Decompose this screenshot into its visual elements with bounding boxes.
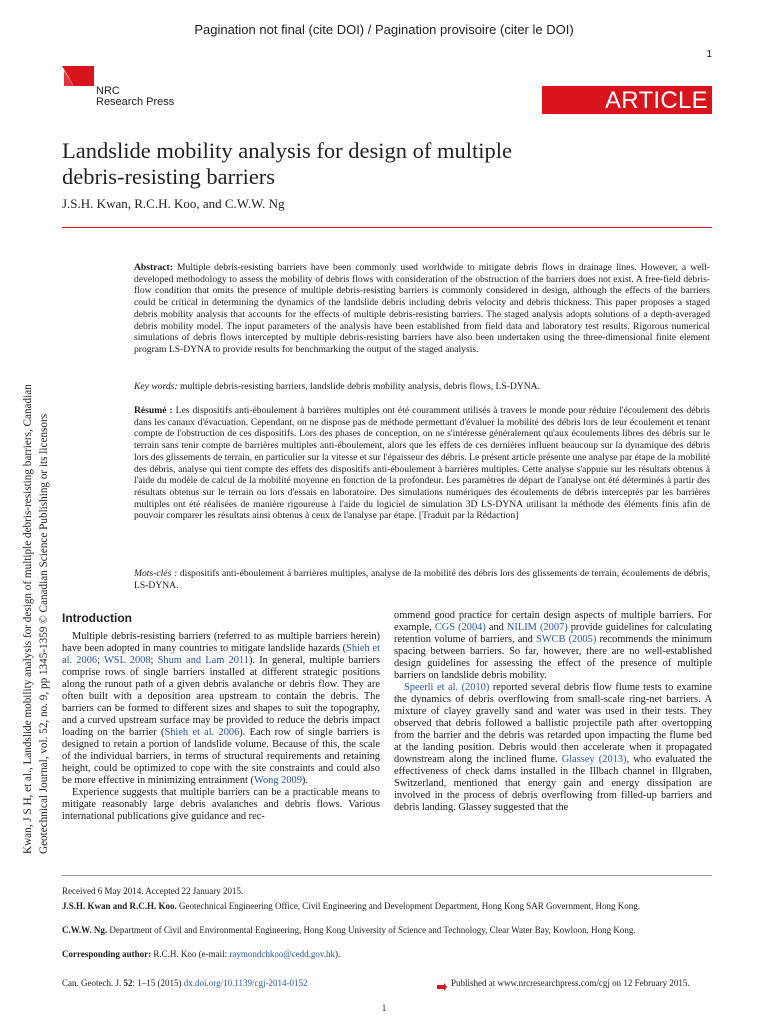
- abstract: [134, 262, 710, 356]
- body-text: , who evaluated the effectiveness of check dams installed in the Illbach channel in Illgraben, Switzerland, mentioned that energy gain and energy dissipation are involved in the process of debris overflowing from filled-up barriers and debris landing. Glassey suggested that the: [394, 754, 712, 813]
- publisher-line1: NRC: [96, 85, 120, 97]
- corresponding-end: ).: [335, 949, 341, 959]
- abstract-text: Multiple debris-resisting barriers have been commonly used worldwide to mitigate debris flows in drainage lines. However, a well-developed methodology to assess the mobility of debris flows with consideration of the obstruction of the barriers does not exist. A free-field debris-flow condition that omits the presence of multiple debris-resisting barriers is commonly considered in design, although the effects of the barriers could be critical in determining the dynamics of the landslide debris including debris velocity and debris thickness. This paper proposes a staged debris mobility analysis that accounts for the effects of multiple debris-resisting barriers. The staged analysis adopts solutions of a depth-averaged debris mobility model. The input parameters of the analysis have been established from field data and laboratory test results. Rigorous numerical simulations of debris flows intercepted by multiple debris-resisting barriers have also been undertaken using the three-dimensional finite element program LS-DYNA to provide results for benchmarking the output of the staged analysis.: [134, 262, 710, 355]
- resume-label: Résumé :: [134, 405, 173, 416]
- intro-paragraph-1: [62, 631, 380, 787]
- body-text: reported several debris flow flume tests to examine the dynamics of debris overflowing from small-scale ring-net barriers. A mixture of clayey gravelly sand and water was used in their tests. They observed that debris followed a ballistic projectile path after overtopping from the barrier and the debris was retarded upon impacting the flume bed at the landing position. Debris would then accelerate when it propagated downstream along the inclined flume.: [394, 682, 712, 765]
- page-number-top: 1: [706, 49, 712, 60]
- corresponding-email-link[interactable]: raymondchkoo@cedd.gov.hk: [229, 949, 336, 959]
- citation-link[interactable]: Shieh et al. 2006: [164, 727, 240, 738]
- keywords-text: multiple debris-resisting barriers, landslide debris mobility analysis, debris flows, LS-DYNA.: [180, 381, 541, 392]
- citation-link[interactable]: Speerli et al. (2010): [404, 682, 490, 693]
- citation-link[interactable]: Glassey (2013): [561, 754, 627, 765]
- column-left: [62, 631, 380, 823]
- affiliation-1: [62, 901, 712, 912]
- pagination-notice: Pagination not final (cite DOI) / Pagination provisoire (citer le DOI): [194, 22, 574, 37]
- corresponding-author: [62, 949, 712, 960]
- affiliation-2-text: Department of Civil and Environmental Engineering, Hong Kong University of Science and Technology, Clear Water Bay, Kowloon, Hong Kong.: [109, 925, 636, 935]
- citation-pages: : 1–15 (2015): [132, 978, 182, 988]
- body-text: ).: [301, 775, 308, 786]
- citation-link[interactable]: NILIM (2007): [506, 622, 568, 633]
- sidebar-line-1: Kwan, J S H, et al., Landslide mobility analysis for design of multiple debris-resisting barriers, Canadian: [22, 384, 34, 854]
- article-label: ARTICLE: [604, 87, 708, 114]
- intro-paragraph-3: [394, 610, 712, 682]
- body-text: ;: [150, 655, 158, 666]
- received-dates: Received 6 May 2014. Accepted 22 January 2015.: [62, 886, 244, 896]
- sidebar-line-2: Geotechnical Journal, vol. 52, no. 9, pp 1345-1359 © Canadian Science Publishing or its licensors: [38, 413, 50, 854]
- body-text: ;: [97, 655, 104, 666]
- page-number-bottom: 1: [381, 1003, 387, 1013]
- journal-citation: [62, 978, 422, 989]
- body-text: and: [485, 622, 507, 633]
- corresponding-label: Corresponding author:: [62, 949, 152, 959]
- body-text: ommend good practice for certain design aspects of multiple barriers. For example,: [394, 610, 712, 633]
- body-text: recommends the minimum spacing between barriers. So far, however, there are no well-established design guidelines for assessing the effect of the presence of multiple barriers on landslide debris mobility.: [394, 634, 712, 681]
- body-text: ). Each row of single barriers is designed to retain a portion of landslide volume. Because of this, the scale of the individual barriers, in terms of structural requirements and retaining height, could be optimized to cope with the site constraints and could also be more effective in minimizing entrainment (: [62, 727, 380, 786]
- title-line-2: debris-resisting barriers: [62, 164, 276, 189]
- published-arrow-icon: [437, 983, 447, 993]
- column-right: [394, 610, 712, 814]
- affiliation-2: [62, 925, 712, 936]
- mots-cles-text: dispositifs anti-éboulement à barrières multiples, analyse de la mobilité des débris lors des glissements de terrain, écoulements de débris, LS-DYNA.: [134, 568, 710, 591]
- keywords-label: Key words:: [134, 381, 178, 392]
- intro-paragraph-2: Experience suggests that multiple barriers can be a practicable means to mitigate reasonably large debris avalanches and debris flows. Various international publications give guidance and rec-: [62, 787, 380, 822]
- citation-volume: 52: [123, 978, 133, 988]
- keywords: [134, 381, 710, 393]
- body-text: Multiple debris-resisting barriers (referred to as multiple barriers herein) have been adopted in many countries to mitigate landslide hazards (: [62, 631, 380, 654]
- body-text: ). In general, multiple barriers comprise rows of single barriers installed at different strategic positions along the runout path of a given debris avalanche or debris flow. They are often built with a deposition area upstream to contain the debris. The barriers can be formed to different sizes and shapes to suit the topography, and a curved upstream surface may be provided to reduce the debris impact loading on the barrier (: [62, 655, 380, 738]
- abstract-label: Abstract:: [134, 262, 173, 273]
- footnote-divider: [62, 875, 712, 876]
- affiliation-1-text: Geotechnical Engineering Office, Civil Engineering and Development Department, Hong Kong SAR Government, Hong Kong.: [179, 901, 641, 911]
- citation-link[interactable]: CGS (2004): [434, 622, 486, 633]
- citation-link[interactable]: SWCB (2005): [535, 634, 597, 645]
- corresponding-name: R.C.H. Koo (e-mail:: [153, 949, 230, 959]
- affiliation-1-names: J.S.H. Kwan and R.C.H. Koo.: [62, 901, 177, 911]
- mots-cles-label: Mots-clés :: [134, 568, 178, 579]
- citation-link[interactable]: Shum and Lam 2011: [157, 655, 249, 666]
- citation-link[interactable]: Wong 2009: [253, 775, 302, 786]
- published-online: Published at www.nrcresearchpress.com/cgj on 12 February 2015.: [451, 978, 690, 988]
- citation-link[interactable]: Shieh et al. 2006: [62, 643, 380, 666]
- title-line-1: Landslide mobility analysis for design of multiple: [62, 138, 512, 163]
- page-title: [62, 138, 702, 190]
- title-divider: [62, 227, 712, 228]
- section-heading-introduction: Introduction: [62, 611, 132, 625]
- authors: J.S.H. Kwan, R.C.H. Koo, and C.W.W. Ng: [62, 196, 285, 211]
- publisher-name: [96, 86, 174, 108]
- affiliation-2-names: C.W.W. Ng.: [62, 925, 108, 935]
- publisher-line2: Research Press: [96, 96, 175, 108]
- mots-cles: [134, 568, 710, 591]
- resume-text: Les dispositifs anti-éboulement à barrières multiples ont été couramment utilisés à travers le monde pour réduire l'écoulement des débris dans les canaux d'évacuation. Cependant, on ne dispose pas de méthode permettant d'évaluer la mobilité des débris lors de leur écoulement et tenant compte de l'obstruction de ces dispositifs. Lors des phases de conception, on ne s'intéresse généralement qu'aux écoulements libres des débris sur le terrain sans tenir compte de barrières multiples anti-éboulement, alors que les effets de ces dernières influent beaucoup sur la dynamique des débris lors des glissements de terrain, en particulier sur la vitesse et sur l'épaisseur des débris. Le présent article présente une analyse par étape de la mobilité des débris, analyse qui tient compte des effets des dispositifs anti-éboulement à barrières multiples. Cette analyse s'appuie sur les résultats obtenus à l'aide du modèle de calcul de la mobilité moyenne en fonction de la profondeur. Les paramètres de départ de l'analyse ont été déterminés à partir des résultats obtenus sur le terrain ou lors d'essais en laboratoire. Des simulations numériques des écoulements de débris interceptés par les barrières multiples ont été réalisées de manière rigoureuse à l'aide du logiciel de simulation 3D LS-DYNA utilisant la méthode des éléments finis afin de pouvoir comparer les résultats ainsi obtenus à ceux de l'analyse par étape. [Traduit par la Rédaction]: [134, 405, 710, 522]
- citation-journal: Can. Geotech. J.: [62, 978, 122, 988]
- citation-link[interactable]: WSL 2008: [104, 655, 151, 666]
- resume: [134, 405, 710, 522]
- body-text: provide guidelines for calculating retention volume of barriers, and: [394, 622, 712, 645]
- intro-paragraph-4: [394, 682, 712, 814]
- doi-link[interactable]: dx.doi.org/10.1139/cgj-2014-0152: [183, 978, 308, 988]
- sidebar-citation: [2, 254, 50, 854]
